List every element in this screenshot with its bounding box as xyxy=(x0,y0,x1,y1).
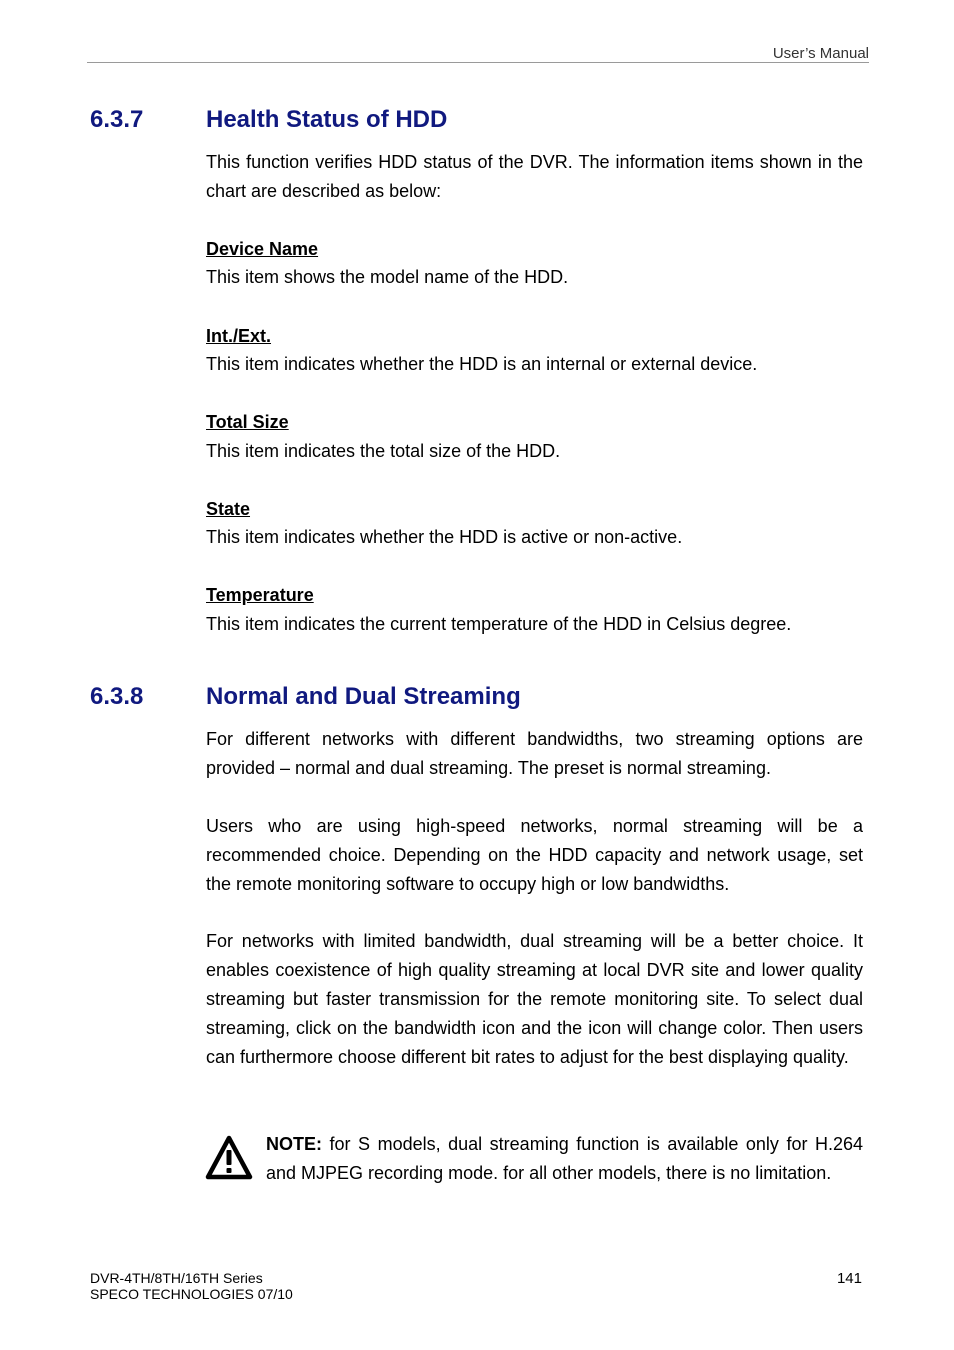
manual-label: User’s Manual xyxy=(772,45,869,62)
note-text xyxy=(266,1130,863,1188)
note-label: NOTE: xyxy=(266,1134,322,1154)
item-text-device-name: This item shows the model name of the HDD. xyxy=(206,267,569,287)
item-text-temperature: This item indicates the current temperature of the HDD in Celsius degree. xyxy=(206,614,792,634)
item-text-total-size: This item indicates the total size of the HDD. xyxy=(206,441,561,461)
item-heading-temperature: Temperature xyxy=(206,585,314,605)
item-heading-int-ext: Int./Ext. xyxy=(206,326,272,346)
footer-left xyxy=(90,1270,293,1302)
section-number: 6.3.7 xyxy=(90,106,144,133)
footer-company: SPECO TECHNOLOGIES 07/10 xyxy=(90,1286,293,1302)
item-heading-state: State xyxy=(206,499,251,519)
hdd-intro: This function verifies HDD status of the DVR. The information items shown in the chart are described as below: xyxy=(206,152,863,201)
footer-series: DVR-4TH/8TH/16TH Series xyxy=(90,1270,263,1286)
streaming-paragraph-2: Users who are using high-speed networks, normal streaming will be a recommended choice. Depending on the HDD capacity and network usage, set the remote monitoring software to occupy high or low bandwidths. xyxy=(206,816,863,894)
streaming-paragraph-1: For different networks with different bandwidths, two streaming options are provided – normal and dual streaming. The preset is normal streaming. xyxy=(206,729,863,778)
page-header xyxy=(87,44,869,63)
item-text-state: This item indicates whether the HDD is active or non-active. xyxy=(206,527,683,547)
section-number: 6.3.8 xyxy=(90,683,144,710)
item-heading-device-name: Device Name xyxy=(206,239,319,259)
item-text-int-ext: This item indicates whether the HDD is an internal or external device. xyxy=(206,354,758,374)
section-heading: Health Status of HDD xyxy=(206,106,448,133)
note-body: for S models, dual streaming function is available only for H.264 and MJPEG recording mode. for all other models, there is no limitation. xyxy=(266,1134,863,1183)
streaming-paragraph-3: For networks with limited bandwidth, dual streaming will be a better choice. It enables coexistence of high quality streaming at local DVR site and lower quality streaming but faster transmission for the remote monitoring site. To select dual streaming, click on the bandwidth icon and the icon will change color. Then users can furthermore choose different bit rates to adjust for the best displaying quality. xyxy=(206,931,863,1067)
item-heading-total-size: Total Size xyxy=(206,412,289,432)
page-number: 141 xyxy=(836,1270,862,1287)
section-heading: Normal and Dual Streaming xyxy=(206,683,521,710)
warning-triangle-icon xyxy=(205,1134,253,1182)
